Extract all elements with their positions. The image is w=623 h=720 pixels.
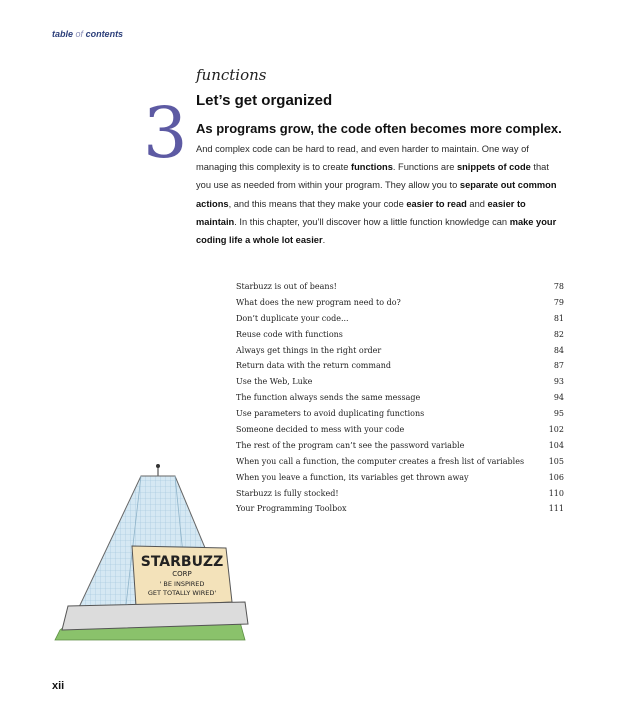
body-text-run: that you use as needed from within your program. They allow you to	[196, 162, 549, 191]
toc-entry-title: Always get things in the right order	[236, 345, 382, 355]
sign-text-inspired: ' BE INSPIRED	[159, 580, 205, 588]
toc-entry[interactable]	[236, 358, 564, 374]
toc-entry-page: 93	[553, 377, 564, 387]
toc-entry[interactable]	[236, 374, 564, 390]
chapter-lead: As programs grow, the code often becomes more complex.	[196, 121, 562, 136]
toc-entry-title: Someone decided to mess with your code	[236, 425, 405, 435]
toc-entry-title: Use parameters to avoid duplicating functions	[236, 409, 425, 419]
toc-entry[interactable]	[236, 390, 564, 406]
antenna-tip	[156, 464, 160, 468]
body-text-run: .	[322, 235, 326, 246]
header-word-table: table	[52, 29, 74, 39]
header-word-of: of	[75, 29, 84, 39]
toc-entry-page: 78	[553, 282, 564, 291]
toc-entry[interactable]	[236, 438, 564, 454]
body-bold-run: snippets of code	[456, 162, 531, 173]
body-text-run: , and this means that they make your code	[228, 198, 407, 209]
starbuzz-building-illustration	[40, 462, 250, 652]
body-text-run: And complex code can be hard to read, and even harder to maintain. One way of managing this complexity is to create	[196, 144, 529, 173]
body-bold-run: make your coding life a whole lot easier	[196, 216, 557, 246]
toc-entry[interactable]	[236, 454, 564, 470]
header-word-contents: contents	[85, 29, 124, 39]
toc-entry-title: Starbuzz is out of beans!	[236, 282, 337, 291]
toc-entry-page: 105	[548, 456, 564, 466]
toc-entry[interactable]	[236, 406, 564, 422]
sign-text-corp: CORP	[172, 570, 192, 578]
body-bold-run: easier to maintain	[196, 198, 526, 227]
toc-entry[interactable]	[236, 422, 564, 438]
toc-entry-page: 84	[553, 345, 564, 355]
toc-entry-title: Use the Web, Luke	[236, 377, 313, 387]
toc-entry-page: 106	[548, 472, 564, 482]
toc-entry-title: Reuse code with functions	[236, 329, 343, 339]
body-bold-run: separate out common actions	[196, 180, 557, 209]
running-header	[52, 29, 123, 39]
toc-entry[interactable]	[236, 311, 564, 327]
toc-entry-page: 104	[548, 440, 564, 450]
toc-entry-title: What does the new program need to do?	[236, 297, 401, 307]
sign-text-wired: GET TOTALLY WIRED'	[147, 589, 217, 597]
chapter-title: Let’s get organized	[196, 92, 333, 109]
sign-text-starbuzz: STARBUZZ	[140, 554, 224, 570]
toc-entry-page: 79	[553, 297, 564, 307]
toc-entry-title: Your Programming Toolbox	[236, 504, 347, 514]
toc-entry[interactable]	[236, 295, 564, 311]
toc-entry-page: 102	[548, 425, 564, 435]
body-text-run: . In this chapter, you’ll discover how a little function knowledge can	[234, 216, 510, 227]
body-bold-run: easier to read	[406, 198, 467, 209]
toc-entry-title: Return data with the return command	[236, 361, 391, 371]
toc-entry[interactable]	[236, 486, 564, 502]
toc-entry[interactable]	[236, 327, 564, 343]
toc-entry-page: 111	[548, 504, 564, 514]
toc-entry-page: 82	[553, 329, 564, 339]
toc-entry-page: 110	[548, 488, 564, 498]
toc-entry-page: 94	[553, 393, 564, 403]
toc-entry[interactable]	[236, 279, 564, 295]
toc-entry-title: The function always sends the same message	[236, 393, 421, 403]
toc-entry-page: 87	[553, 361, 564, 371]
toc-entry-title: The rest of the program can’t see the password variable	[236, 440, 465, 450]
chapter-intro-paragraph	[196, 140, 560, 249]
toc-entry-page: 81	[553, 313, 564, 323]
body-bold-run: functions	[351, 162, 393, 173]
toc-entry-title: Don’t duplicate your code...	[236, 313, 349, 323]
toc-entry[interactable]	[236, 501, 564, 517]
toc-list	[236, 279, 564, 517]
page-number: xii	[52, 680, 65, 692]
toc-entry-title: When you call a function, the computer creates a fresh list of variables	[236, 456, 525, 466]
toc-entry[interactable]	[236, 343, 564, 359]
body-text-run: and	[466, 198, 488, 209]
chapter-number: 3	[143, 92, 188, 174]
toc-entry-title: Starbuzz is fully stocked!	[236, 488, 339, 498]
toc-entry-page: 95	[553, 409, 564, 419]
toc-entry-title: When you leave a function, its variables get thrown away	[236, 472, 469, 482]
chapter-word: functions	[196, 66, 267, 84]
toc-entry[interactable]	[236, 470, 564, 486]
body-text-run: . Functions are	[392, 162, 457, 173]
